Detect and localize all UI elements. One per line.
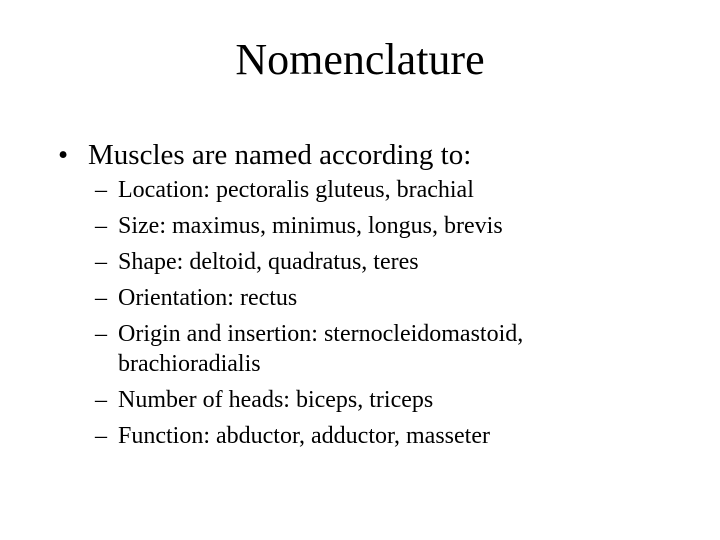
sub-bullet-text: Shape: deltoid, quadratus, teres	[118, 249, 419, 275]
sub-bullet-text: Size: maximus, minimus, longus, brevis	[118, 213, 503, 239]
dash-icon: –	[95, 177, 107, 203]
sub-bullet-item	[95, 421, 655, 451]
sub-bullet-text: Location: pectoralis gluteus, brachial	[118, 177, 474, 203]
sub-bullet-list	[95, 175, 655, 457]
main-bullet	[58, 137, 678, 173]
sub-bullet-text: Number of heads: biceps, triceps	[118, 387, 434, 413]
dash-icon: –	[95, 285, 107, 311]
main-bullet-text: Muscles are named according to:	[88, 139, 472, 171]
slide-title: Nomenclature	[235, 35, 485, 84]
bullet-dot-icon: •	[58, 139, 69, 171]
sub-bullet-item	[95, 283, 655, 313]
dash-icon: –	[95, 213, 107, 239]
dash-icon: –	[95, 423, 107, 449]
sub-bullet-text: Origin and insertion: sternocleidomastoid, brachioradialis	[118, 321, 524, 377]
sub-bullet-item	[95, 175, 655, 205]
sub-bullet-item	[95, 247, 655, 277]
sub-bullet-text: Function: abductor, adductor, masseter	[118, 423, 490, 449]
sub-bullet-item	[95, 385, 655, 415]
dash-icon: –	[95, 249, 107, 275]
sub-bullet-text: Orientation: rectus	[118, 285, 298, 311]
dash-icon: –	[95, 387, 107, 413]
sub-bullet-item	[95, 319, 655, 379]
sub-bullet-item	[95, 211, 655, 241]
dash-icon: –	[95, 321, 107, 347]
